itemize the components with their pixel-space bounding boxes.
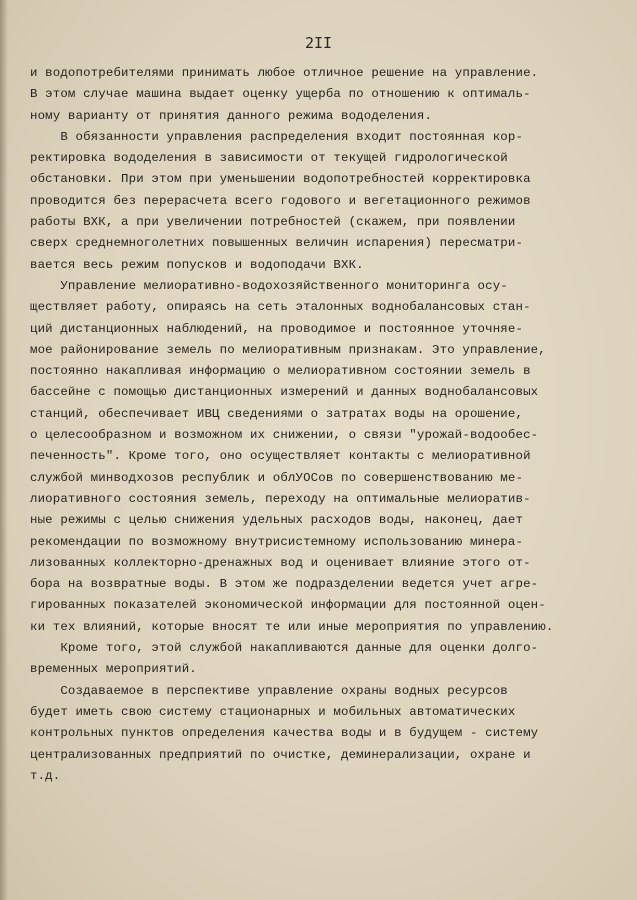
text-line: сверх среднемноголетних повышенных величин испарения) пересматри- [30, 236, 524, 251]
text-line: лизованных коллекторно-дренажных вод и оценивает влияние этого от- [30, 555, 531, 570]
page-edge-shadow [0, 0, 8, 900]
text-line: работы ВХК, а при увеличении потребностей (скажем, при появлении [30, 215, 516, 230]
text-line: ки тех влияний, которые вносят те или иные мероприятия по управлению. [30, 619, 554, 634]
text-line: ществляет работу, опираясь на сеть эталонных воднобалансовых стан- [30, 300, 531, 315]
text-line: постоянно накапливая информацию о мелиоративном состоянии земель в [30, 364, 531, 379]
text-line: гированных показателей экономической информации для постоянной оцен- [30, 598, 546, 613]
text-line: службой минводхозов республик и облУОСов по совершенствованию ме- [30, 470, 524, 485]
body-text [30, 63, 615, 787]
text-line: лиоративного состояния земель, переходу на оптимальные мелиоратив- [30, 491, 531, 506]
text-line: мое районирование земель по мелиоративным признакам. Это управление, [30, 342, 546, 357]
text-line: вается весь режим попусков и водоподачи ВХК. [30, 257, 364, 272]
text-line: временных мероприятий. [30, 662, 197, 677]
text-line: ций дистанционных наблюдений, на проводимое и постоянное уточняе- [30, 321, 524, 336]
text-line: бассейне с помощью дистанционных измерений и данных воднобалансовых [30, 385, 539, 400]
text-line: ному варианту от принятия данного режима вододеления. [30, 108, 433, 123]
text-line: рекомендации по возможному внутрисистемному использованию минера- [30, 534, 524, 549]
text-line: ные режимы с целью снижения удельных расходов воды, наконец, дает [30, 513, 524, 528]
text-line: печенность". Кроме того, оно осуществляет контакты с мелиоративной [30, 449, 531, 464]
page-number: 2II [304, 34, 333, 52]
text-line: В этом случае машина выдает оценку ущерба по отношению к оптималь- [30, 87, 531, 102]
text-line: о целесообразном и возможном их снижении, о связи "урожай-водообес- [30, 428, 539, 443]
text-line: т.д. [30, 768, 61, 783]
text-line: контрольных пунктов определения качества воды и в будущем - систему [30, 726, 539, 741]
text-line: В обязанности управления распределения входит постоянная кор- [30, 129, 524, 144]
text-line: Управление мелиоративно-водохозяйственного мониторинга осу- [30, 278, 508, 293]
text-line: ректировка вододеления в зависимости от текущей гидрологической [30, 151, 508, 166]
text-line: будет иметь свою систему стационарных и мобильных автоматических [30, 704, 516, 719]
text-line: централизованных предприятий по очистке, деминерализации, охране и [30, 747, 531, 762]
text-line: проводится без перерасчета всего годового и вегетационного режимов [30, 193, 531, 208]
text-line: обстановки. При этом при уменьшении водопотребностей корректировка [30, 172, 531, 187]
text-line: станций, обеспечивает ИВЦ сведениями о затратах воды на орошение, [30, 406, 524, 421]
text-line: Кроме того, этой службой накапливаются данные для оценки долго- [30, 641, 539, 656]
text-line: и водопотребителями принимать любое отличное решение на управление. [30, 66, 539, 80]
text-line: Создаваемое в перспективе управление охраны водных ресурсов [30, 683, 508, 698]
text-line: бора на возвратные воды. В этом же подразделении ведется учет агре- [30, 577, 539, 592]
